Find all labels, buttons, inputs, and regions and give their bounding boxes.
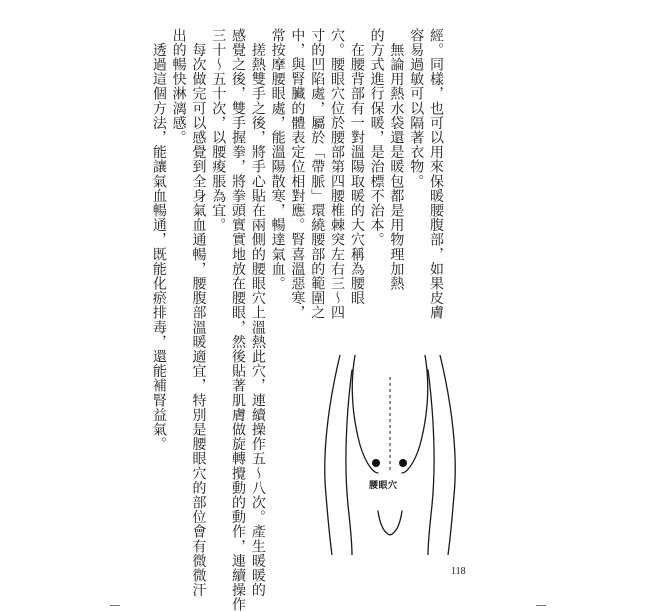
text-column: 中，與腎臟的體表定位相對應。腎喜溫惡寒， [289,28,306,320]
text-column: 無論用熱水袋還是暖包都是用物理加熱 [388,28,405,291]
text-column: 穴。腰眼穴位於腰部第四腰椎棘突左右三～四 [329,28,346,320]
right-arm-inner [402,355,428,473]
right-acupoint-dot [399,459,407,467]
text-column: 容易過敏可以隔著衣物。 [408,28,425,189]
text-column: 每次做完可以感覺到全身氣血通暢，腰腹部溫暖適宜，特別是腰眼穴的部位會有微微汗 [190,28,207,598]
text-column: 三十～五十次，以腰痠脹為宜。 [210,28,227,233]
left-acupoint-dot [372,459,380,467]
left-torso-edge [346,370,352,555]
text-column: 常按摩腰眼處，能溫陽散寒，暢達氣血。 [269,28,286,291]
text-column: 透過這個方法，能讓氣血暢通，既能化瘀排毒，還能補腎益氣。 [150,28,167,452]
page-number: 118 [451,566,466,577]
text-column: 在腰背部有一對溫陽取暖的大穴稱為腰眼 [348,28,365,306]
text-column: 經。同樣，也可以用來保暖腰腹部，如果皮膚 [428,28,444,320]
text-column: 搓熱雙手之後，將手心貼在兩側的腰眼穴上溫熱此穴，連續操作五～八次。產生暖暖的 [249,28,266,598]
buttocks-cleft [378,511,402,535]
left-arm-outline [325,355,340,555]
lower-back-illustration [300,355,480,555]
text-column: 感覺之後，雙手握拳，將拳頭實實地放在腰眼，然後貼著肌膚做旋轉攪動的動作，連續操作 [230,28,247,612]
text-column: 出的暢快淋漓感。 [170,28,187,145]
crop-mark [110,605,120,606]
acupoint-label: 腰眼穴 [369,481,398,491]
crop-mark [536,605,546,606]
right-arm-outline [440,355,455,555]
right-torso-edge [428,370,434,555]
text-column: 寸的凹陷處，屬於「帶脈」環繞腰部的範圍之 [309,28,326,320]
left-arm-inner [352,355,378,473]
text-column: 的方式進行保暖，是治標不治本。 [368,28,385,247]
